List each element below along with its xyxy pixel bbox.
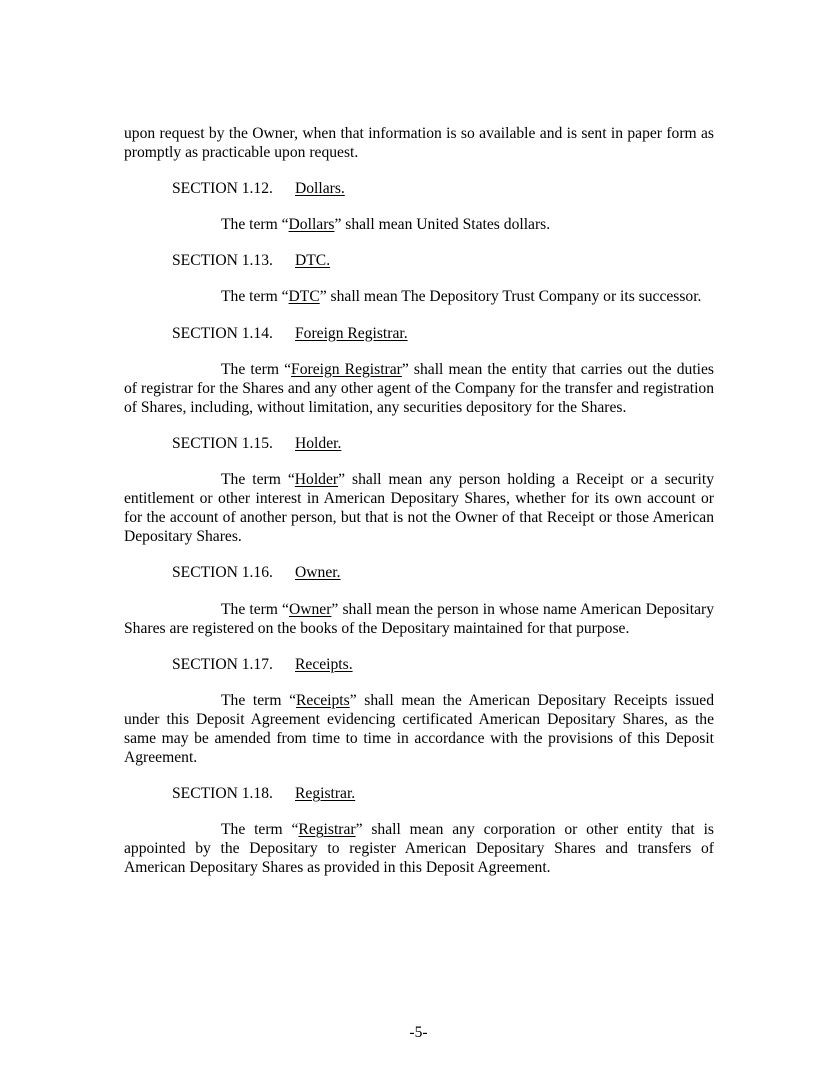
defined-term: Owner <box>288 600 332 618</box>
definition-paragraph: The term “Dollars” shall mean United States dollars. <box>221 216 551 234</box>
section-number: SECTION 1.16. <box>172 564 273 582</box>
defined-term: Foreign Registrar <box>291 360 402 378</box>
section-1-14 <box>124 324 714 417</box>
section-1-15 <box>124 434 714 546</box>
page-body <box>124 124 714 878</box>
definition-paragraph: The term “Owner” shall mean the person in whose name American Depositary Shares are registered on the books of the Depositary maintained for that purpose. <box>124 600 714 637</box>
section-title: Foreign Registrar. <box>295 324 408 342</box>
section-heading <box>172 434 714 453</box>
defined-term: Dollars <box>288 216 335 234</box>
page-number: -5- <box>409 1024 428 1041</box>
definition-paragraph: The term “DTC” shall mean The Depository Trust Company or its successor. <box>221 288 702 306</box>
defined-term: Holder <box>294 471 339 489</box>
section-number: SECTION 1.15. <box>172 434 273 452</box>
section-number: SECTION 1.14. <box>172 324 273 342</box>
section-number: SECTION 1.12. <box>172 180 273 198</box>
section-number: SECTION 1.13. <box>172 252 273 270</box>
section-heading <box>172 179 714 198</box>
section-heading <box>172 251 714 270</box>
section-heading <box>172 563 714 582</box>
section-1-18 <box>124 784 714 877</box>
definition-paragraph: The term “Registrar” shall mean any corporation or other entity that is appointed by the Depositary to register American Depositary Shares and transfers of American Depositary Shares as provided in this Deposit Agreement. <box>124 821 714 877</box>
section-title: Registrar. <box>295 785 356 803</box>
section-1-16 <box>124 563 714 637</box>
section-1-12 <box>124 179 714 234</box>
section-number: SECTION 1.18. <box>172 785 273 803</box>
section-title: Holder. <box>295 434 342 452</box>
defined-term: Receipts <box>296 691 350 709</box>
defined-term: Registrar <box>298 821 356 839</box>
section-heading <box>172 324 714 343</box>
definition-paragraph: The term “Holder” shall mean any person holding a Receipt or a security entitlement or other interest in American Depositary Shares, whether for its own account or for the account of another person, but that is not the Owner of that Receipt or those American Depositary Shares. <box>124 471 714 546</box>
section-title: Receipts. <box>295 655 353 673</box>
section-title: Owner. <box>295 564 341 582</box>
section-1-17 <box>124 655 714 767</box>
section-title: Dollars. <box>295 180 345 198</box>
definition-paragraph: The term “Foreign Registrar” shall mean the entity that carries out the duties of registrar for the Shares and any other agent of the Company for the transfer and registration of Shares, including, without limitation, any securities depository for the Shares. <box>124 360 714 416</box>
section-heading <box>172 655 714 674</box>
section-heading <box>172 784 714 803</box>
definition-paragraph: The term “Receipts” shall mean the American Depositary Receipts issued under this Deposit Agreement evidencing certificated American Depositary Shares, as the same may be amended from time to time in accordance with the provisions of this Deposit Agreement. <box>124 691 714 767</box>
section-title: DTC. <box>295 252 331 270</box>
section-1-13 <box>124 251 714 306</box>
section-number: SECTION 1.17. <box>172 655 273 673</box>
intro-paragraph: upon request by the Owner, when that information is so available and is sent in paper form as promptly as practicable upon request. <box>124 125 714 162</box>
defined-term: DTC <box>288 288 320 306</box>
